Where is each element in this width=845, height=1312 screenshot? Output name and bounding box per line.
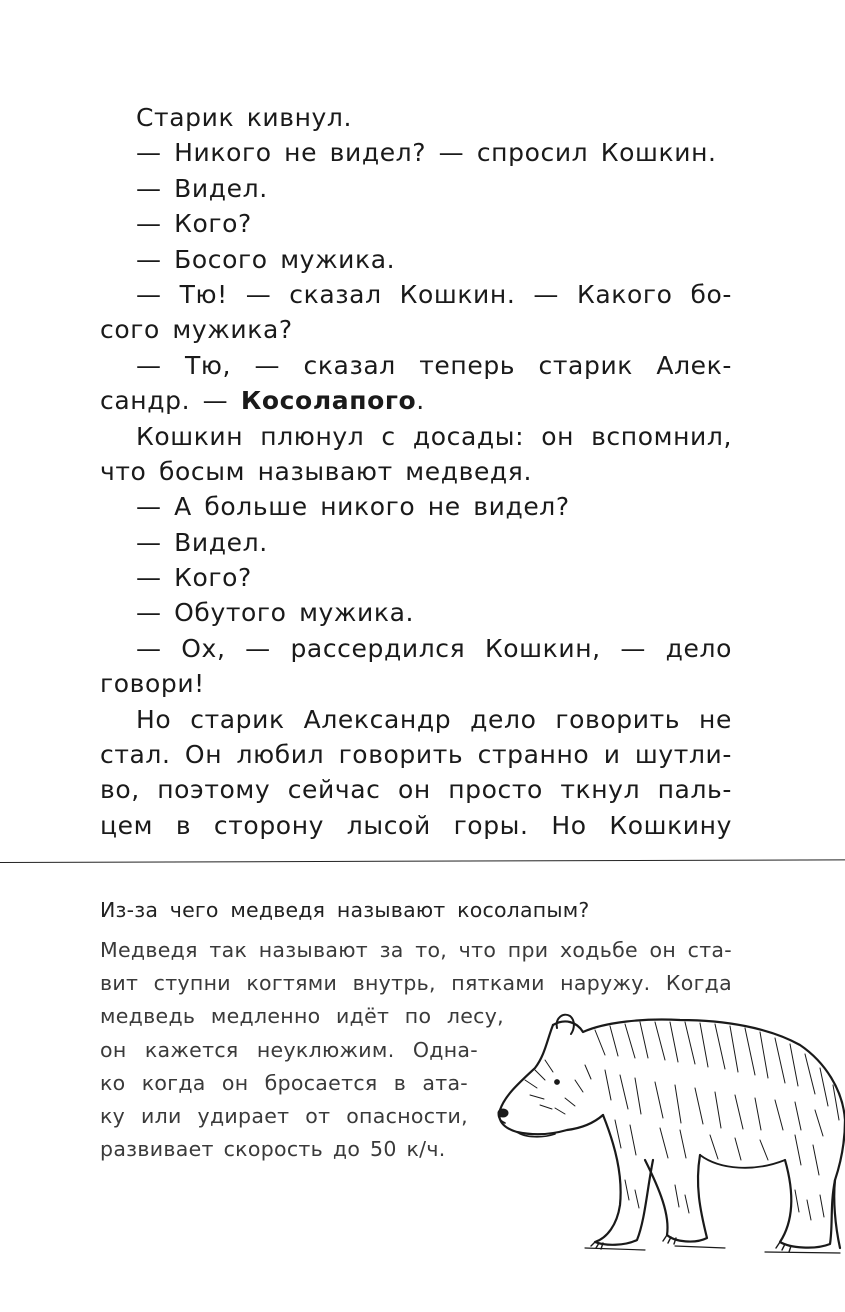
info-box-line: ко когда он бросается в ата- xyxy=(100,1070,468,1095)
info-box-title: Из-за чего медведя называют косолапым? xyxy=(100,898,590,922)
story-line: говори! xyxy=(100,669,205,699)
story-line: — Тю! — сказал Кошкин. — Какого бо- xyxy=(136,279,732,309)
story-line: — Кого? xyxy=(136,209,252,239)
section-divider xyxy=(0,859,845,863)
story-line: Но старик Александр дело говорить не xyxy=(136,704,732,734)
info-box-line: медведь медленно идёт по лесу, xyxy=(100,1004,504,1029)
story-line: — Кого? xyxy=(136,563,252,593)
emphasized-word: Косолапого xyxy=(240,386,417,416)
story-line: — Никого не видел? — спросил Кошкин. xyxy=(136,138,717,168)
story-line: — Видел. xyxy=(136,527,268,557)
info-box-line: ку или удирает от опасности, xyxy=(100,1103,468,1128)
story-line: сандр. — Косолапого. xyxy=(100,386,425,416)
story-line: цем в сторону лысой горы. Но Кошкину xyxy=(100,810,732,840)
story-line: во, поэтому сейчас он просто ткнул паль- xyxy=(100,775,732,805)
info-box-line: он кажется неуклюжим. Одна- xyxy=(100,1037,478,1062)
story-line: сого мужика? xyxy=(100,315,293,345)
story-text xyxy=(100,100,732,843)
story-line: — Ох, — рассердился Кошкин, — дело xyxy=(136,633,732,663)
story-line: что босым называют медведя. xyxy=(100,456,532,486)
story-line: Кошкин плюнул с досады: он вспомнил, xyxy=(136,421,732,451)
info-box-line: развивает скорость до 50 к/ч. xyxy=(100,1137,446,1162)
story-line: — А больше никого не видел? xyxy=(136,492,570,522)
story-line: стал. Он любил говорить странно и шутли- xyxy=(100,740,732,770)
story-line: — Тю, — сказал теперь старик Алек- xyxy=(136,350,732,380)
story-line: Старик кивнул. xyxy=(136,103,353,132)
info-box-line: Медведя так называют за то, что при ходьбе он ста- xyxy=(100,938,732,962)
story-line: — Обутого мужика. xyxy=(136,598,415,628)
info-box-line: вит ступни когтями внутрь, пятками наружу. Когда xyxy=(100,971,732,996)
bear-sketch-icon xyxy=(495,1010,845,1265)
story-line: — Босого мужика. xyxy=(136,244,396,274)
story-line: — Видел. xyxy=(136,173,268,203)
